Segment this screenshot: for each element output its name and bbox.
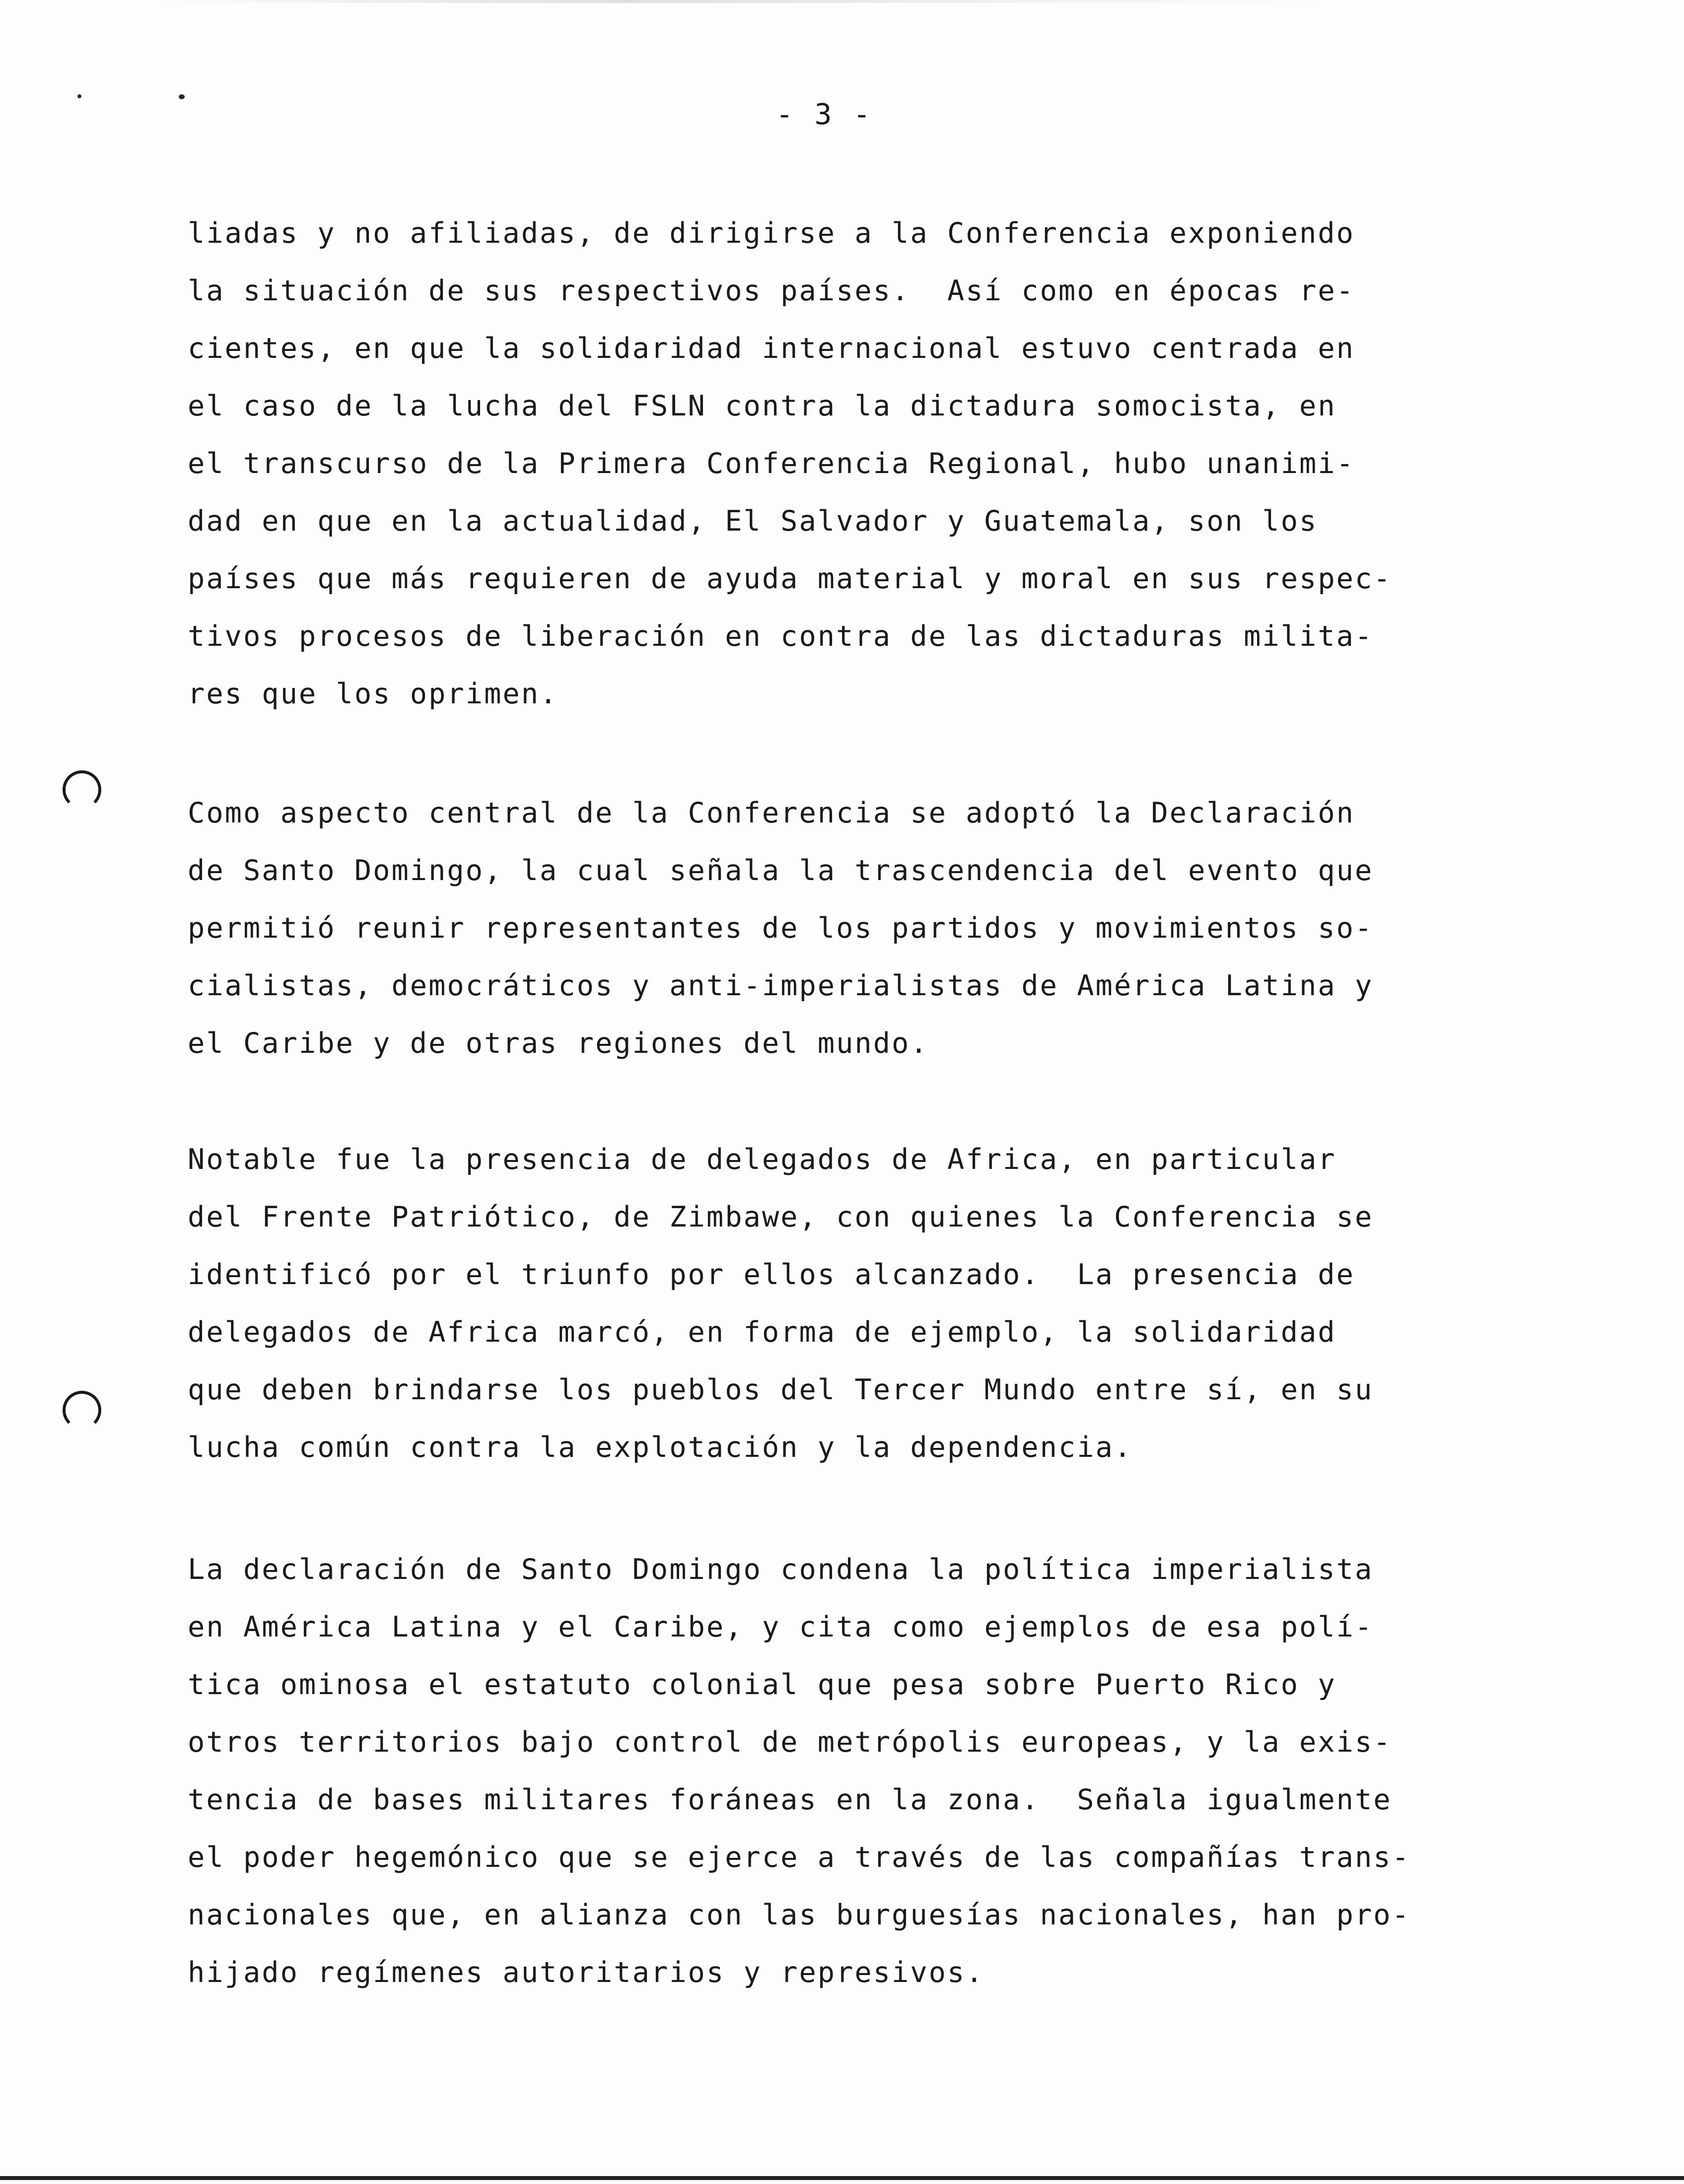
text-line: Como aspecto central de la Conferencia se adoptó la Declaración	[188, 797, 1355, 829]
paragraph	[188, 205, 1498, 723]
scan-bottom-edge	[0, 2176, 1684, 2180]
text-line: otros territorios bajo control de metrópolis europeas, y la exis-	[188, 1726, 1392, 1759]
text-line: liadas y no afiliadas, de dirigirse a la Conferencia exponiendo	[188, 217, 1355, 250]
scan-speck	[179, 94, 185, 99]
punch-hole-mark	[63, 770, 101, 809]
text-line: lucha común contra la explotación y la dependencia.	[188, 1431, 1133, 1464]
punch-hole-mark	[63, 1391, 101, 1430]
scan-speck	[77, 94, 81, 98]
text-line: que deben brindarse los pueblos del Tercer Mundo entre sí, en su	[188, 1373, 1374, 1406]
text-line: delegados de Africa marcó, en forma de ejemplo, la solidaridad	[188, 1316, 1336, 1349]
text-line: identificó por el triunfo por ellos alcanzado. La presencia de	[188, 1258, 1355, 1291]
text-line: del Frente Patriótico, de Zimbawe, con quienes la Conferencia se	[188, 1201, 1374, 1233]
text-line: en América Latina y el Caribe, y cita como ejemplos de esa polí-	[188, 1611, 1374, 1643]
page-number: - 3 -	[775, 97, 873, 131]
text-line: hijado regímenes autoritarios y represivos.	[188, 1956, 984, 1989]
text-line: el poder hegemónico que se ejerce a través de las compañías trans-	[188, 1841, 1410, 1874]
text-line: tivos procesos de liberación en contra de las dictaduras milita-	[188, 620, 1374, 653]
text-line: la situación de sus respectivos países. Así como en épocas re-	[188, 274, 1355, 307]
paragraph	[188, 784, 1498, 1072]
paragraph	[188, 1541, 1498, 2001]
text-line: tencia de bases militares foráneas en la zona. Señala igualmente	[188, 1783, 1392, 1816]
text-line: países que más requieren de ayuda material y moral en sus respec-	[188, 562, 1392, 595]
text-line: permitió reunir representantes de los partidos y movimientos so-	[188, 912, 1374, 945]
text-line: La declaración de Santo Domingo condena la política imperialista	[188, 1553, 1374, 1586]
paragraph	[188, 1131, 1498, 1476]
text-line: dad en que en la actualidad, El Salvador y Guatemala, son los	[188, 505, 1318, 538]
text-line: cialistas, democráticos y anti-imperialistas de América Latina y	[188, 969, 1374, 1002]
text-line: Notable fue la presencia de delegados de Africa, en particular	[188, 1143, 1336, 1176]
text-line: tica ominosa el estatuto colonial que pesa sobre Puerto Rico y	[188, 1668, 1336, 1701]
text-line: el Caribe y de otras regiones del mundo.	[188, 1027, 929, 1060]
text-line: res que los oprimen.	[188, 678, 559, 710]
text-line: el transcurso de la Primera Conferencia Regional, hubo unanimi-	[188, 447, 1355, 480]
text-line: el caso de la lucha del FSLN contra la dictadura somocista, en	[188, 390, 1336, 422]
scan-top-edge	[149, 0, 1340, 3]
text-line: nacionales que, en alianza con las burguesías nacionales, han pro-	[188, 1899, 1410, 1931]
text-line: cientes, en que la solidaridad internacional estuvo centrada en	[188, 332, 1355, 365]
text-line: de Santo Domingo, la cual señala la trascendencia del evento que	[188, 854, 1374, 887]
